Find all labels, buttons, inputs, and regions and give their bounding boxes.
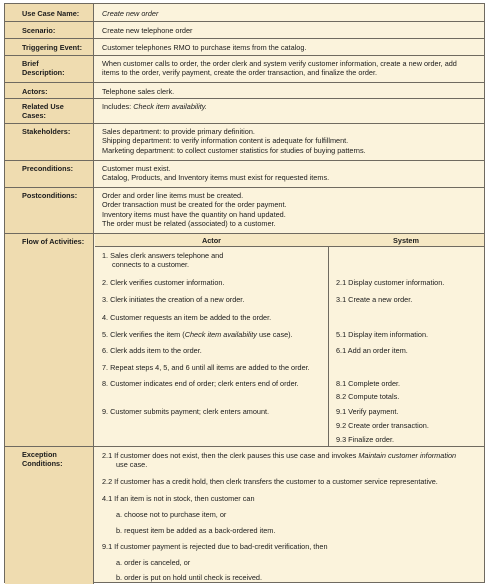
actor-step: 2. Clerk verifies customer information. <box>102 278 225 287</box>
actor-step: 9. Customer submits payment; clerk enters amount. <box>102 407 270 416</box>
actors-label: Actors: <box>5 83 94 98</box>
row-postconditions <box>5 188 484 234</box>
scenario-label: Scenario: <box>5 22 94 38</box>
brief-description-line: items to the order, verify payment, create the order transaction, and finalize the order. <box>102 68 377 78</box>
triggering-event-label: Triggering Event: <box>5 39 94 55</box>
system-step: 9.2 Create order transaction. <box>336 421 429 430</box>
actor-step: 1. Sales clerk answers telephone and <box>102 251 224 260</box>
flow-of-activities-label: Flow of Activities: <box>5 234 94 446</box>
brief-description-line: When customer calls to order, the order clerk and system verify customer information, create a new order, add <box>102 59 457 68</box>
exception-line: 4.1 If an item is not in stock, then customer can <box>102 494 255 503</box>
related-use-cases-label <box>5 99 94 123</box>
actor-step: 8. Customer indicates end of order; clerk enters end of order. <box>102 379 299 388</box>
row-brief-description <box>5 56 484 83</box>
stakeholder-line: Shipping department: to verify information content is adequate for fulfillment. <box>102 136 349 146</box>
exception-line: use case. <box>116 460 148 469</box>
actor-step: 3. Clerk initiates the creation of a new order. <box>102 295 245 304</box>
row-actors <box>5 83 484 99</box>
includes-prefix: Includes: <box>102 102 134 111</box>
use-case-name-value <box>95 4 484 21</box>
row-exception-conditions <box>5 447 484 584</box>
exception-label-line-2: Conditions: <box>22 459 63 468</box>
system-step: 2.1 Display customer information. <box>336 278 445 287</box>
system-step: 5.1 Display item information. <box>336 330 429 339</box>
actor-column-header: Actor <box>201 236 222 245</box>
row-related-use-cases <box>5 99 484 124</box>
stakeholders-label: Stakeholders: <box>5 124 94 160</box>
exception-label-line-1: Exception <box>22 450 57 459</box>
row-preconditions <box>5 161 484 188</box>
system-step: 9.1 Verify payment. <box>336 407 399 416</box>
row-stakeholders <box>5 124 484 161</box>
postcondition-line: Inventory items must have the quantity on hand updated. <box>102 209 286 219</box>
postcondition-line: The order must be related (associated) to a customer. <box>102 219 276 229</box>
postcondition-line: Order transaction must be created for the order payment. <box>102 200 287 210</box>
actors-value: Telephone sales clerk. <box>102 87 175 96</box>
included-use-case: Check item availability. <box>133 102 207 111</box>
scenario-value: Create new telephone order <box>102 26 193 35</box>
system-step: 8.1 Complete order. <box>336 379 401 388</box>
system-column-header: System <box>393 236 419 245</box>
row-use-case-name <box>5 4 484 22</box>
brief-description-value <box>95 56 484 82</box>
brief-description-label <box>5 56 94 82</box>
actor-step: 6. Clerk adds item to the order. <box>102 346 202 355</box>
stakeholder-line: Sales department: to provide primary definition. <box>102 127 255 136</box>
triggering-event-value: Customer telephones RMO to purchase items from the catalog. <box>102 43 307 52</box>
actor-step: connects to a customer. <box>112 260 190 269</box>
related-use-cases-label-line-2: Cases: <box>22 111 46 120</box>
postconditions-value <box>95 188 484 233</box>
preconditions-value <box>95 161 484 187</box>
postconditions-label: Postconditions: <box>5 188 94 233</box>
exception-2-1-text: 2.1 If customer does not exist, then the clerk pauses this use case and invokes <box>102 451 359 460</box>
exception-line <box>102 451 456 460</box>
actor-step-5-suffix: use case). <box>256 330 293 339</box>
actor-step: 4. Customer requests an item be added to the order. <box>102 313 272 322</box>
preconditions-label: Preconditions: <box>5 161 94 187</box>
exception-conditions-label <box>5 447 94 584</box>
exception-line: 9.1 If customer payment is rejected due to bad-credit verification, then <box>102 542 328 551</box>
system-step: 8.2 Compute totals. <box>336 392 400 401</box>
stakeholder-line: Marketing department: to collect customer statistics for studies of buying patterns. <box>102 145 366 155</box>
exception-line: 2.2 If customer has a credit hold, then clerk transfers the customer to a customer service representative. <box>102 477 438 486</box>
precondition-line: Catalog, Products, and Inventory items must exist for requested items. <box>102 173 330 183</box>
exception-line: b. order is put on hold until check is received. <box>116 573 263 582</box>
flow-header <box>95 234 484 247</box>
exception-line: b. request item be added as a back-ordered item. <box>116 526 276 535</box>
actor-step <box>102 330 293 339</box>
row-flow-of-activities <box>5 234 484 447</box>
use-case-name-text: Create new order <box>102 9 159 18</box>
system-step: 6.1 Add an order item. <box>336 346 408 355</box>
system-step: 3.1 Create a new order. <box>336 295 413 304</box>
system-step: 9.3 Finalize order. <box>336 435 395 444</box>
related-use-cases-value <box>95 99 484 123</box>
exception-line: a. order is canceled, or <box>116 558 191 567</box>
use-case-description-table <box>4 3 485 583</box>
row-scenario <box>5 22 484 39</box>
brief-description-label-line-2: Description: <box>22 68 65 77</box>
row-triggering-event <box>5 39 484 56</box>
stakeholders-value <box>95 124 484 160</box>
check-item-availability-ref: Check item availability <box>184 330 257 339</box>
actor-system-divider <box>328 247 329 446</box>
exception-line: a. choose not to purchase item, or <box>116 510 227 519</box>
postcondition-line: Order and order line items must be created. <box>102 191 244 200</box>
precondition-line: Customer must exist. <box>102 164 171 173</box>
actor-step-5-text: 5. Clerk verifies the item ( <box>102 330 185 339</box>
maintain-customer-information-ref: Maintain customer information <box>358 451 457 460</box>
use-case-name-label: Use Case Name: <box>5 4 94 21</box>
actor-step: 7. Repeat steps 4, 5, and 6 until all items are added to the order. <box>102 363 310 372</box>
brief-description-label-line-1: Brief <box>22 59 39 68</box>
related-use-cases-label-line-1: Related Use <box>22 102 64 111</box>
